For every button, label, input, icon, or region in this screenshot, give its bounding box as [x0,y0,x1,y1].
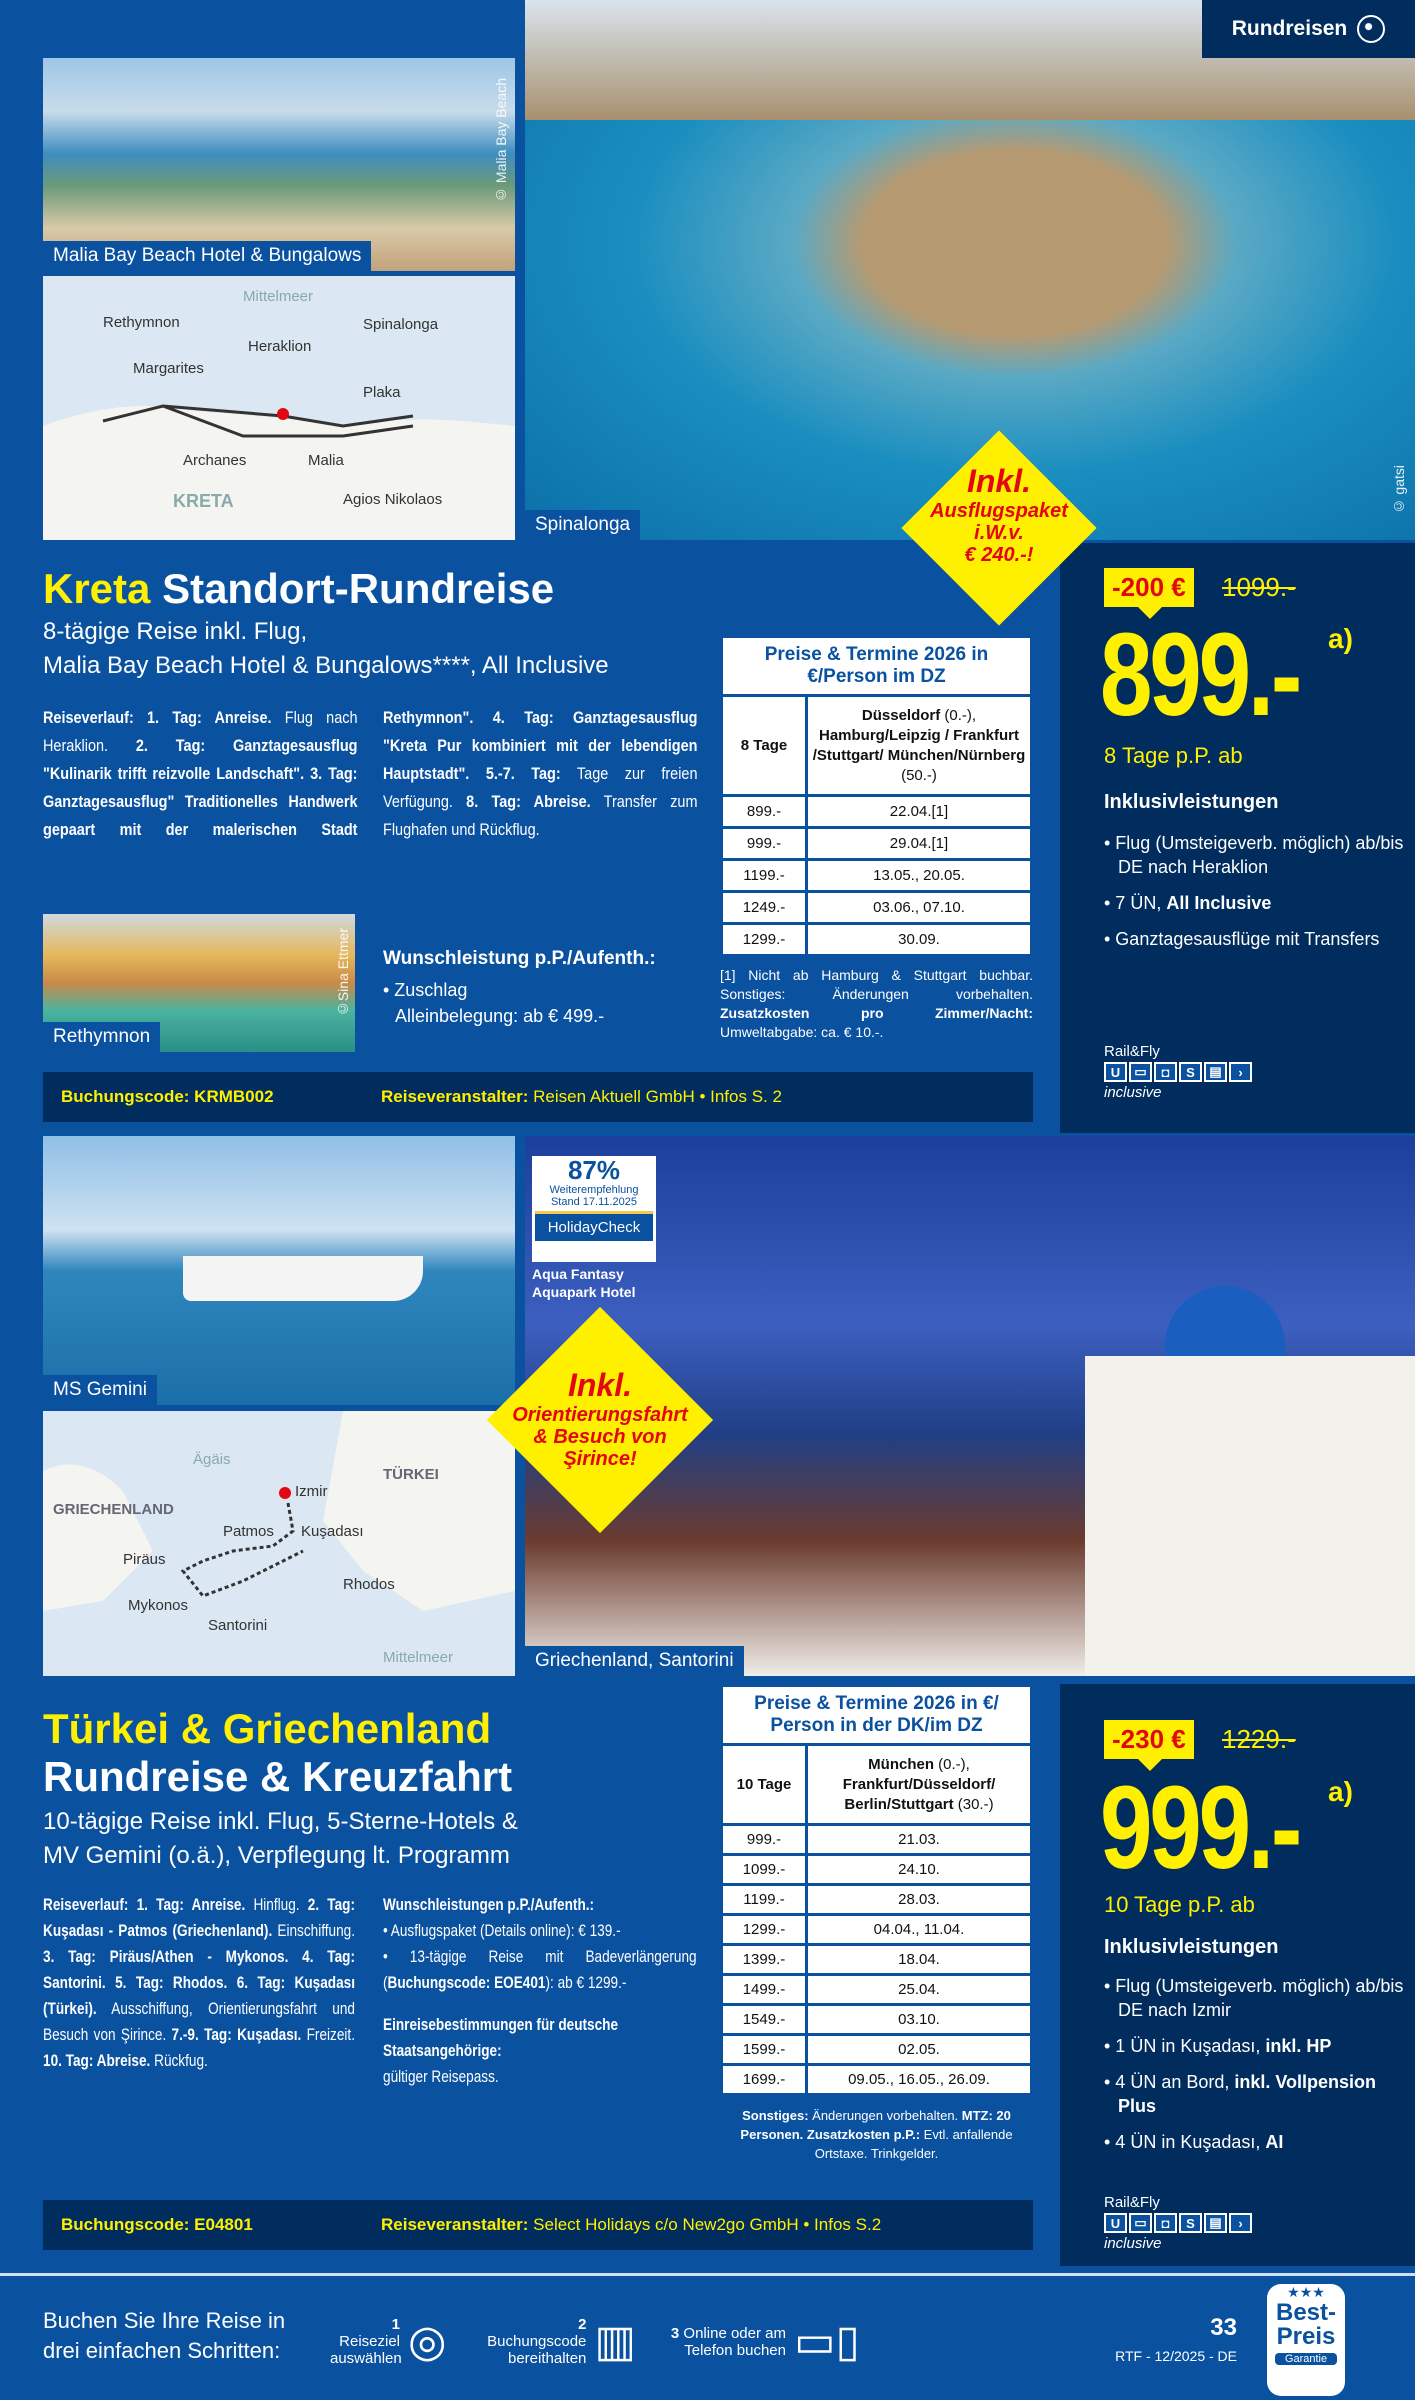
text-segment: • Ausflugspaket (Details online): € 139.- [383,1921,621,1940]
step-number: 2 [578,2316,587,2333]
price-table [720,635,1033,957]
itinerary [43,1892,355,2074]
rail-fly-label: Rail&Fly [1104,1043,1160,1060]
map-label-sea: Ägäis [193,1451,231,1468]
step-number: 1 [391,2316,400,2333]
photo-caption: MS Gemini [43,1375,157,1405]
text-segment: • Flug (Umsteigeverb. möglich) ab/bis DE nach Heraklion [1104,833,1404,877]
text-segment: Düsseldorf [861,706,941,724]
rail-fly [1104,1043,1252,1101]
date-cell: 28.03. [807,1885,1032,1915]
list-item [383,1944,697,1996]
extras-item: Alleinbelegung: ab € 499.- [395,1006,605,1026]
text-segment: • 4 ÜN an Bord, [1104,2072,1235,2092]
date-cell: 22.04.[1] [807,796,1032,828]
price-cell: 999.- [722,828,807,860]
tram-icon: ▤ [1204,1062,1227,1082]
section-tab-rundreisen [1202,0,1415,58]
text-segment: (0.-), [940,706,977,724]
price-cell: 899.- [722,796,807,828]
step-label: Reiseziel auswählen [330,2333,402,2367]
table-row [722,828,1032,860]
text-segment: Einschiffung. [272,1921,355,1940]
list-item [1104,831,1414,879]
table-note [720,966,1033,1042]
map-label-place: Spinalonga [363,316,439,333]
ubahn-icon: U [1104,2213,1127,2233]
map-label-place: Archanes [183,452,247,469]
inclusions-list [1104,1974,1414,2166]
map-label-place: Margarites [133,360,204,377]
promo-line: Inkl. [966,463,1031,499]
extras-item: • Zuschlag [383,980,468,1000]
step-3 [666,2316,860,2367]
rail-fly-icons [1104,2213,1252,2233]
rail-fly-inclusive: inclusive [1104,1084,1162,1101]
text-segment: Umweltabgabe: ca. € 10.-. [720,1024,884,1040]
discount-badge: -200 € [1104,568,1194,607]
text-segment: München [868,1755,934,1773]
table-note [720,2106,1033,2163]
map-label-sea: Mittelmeer [243,288,314,305]
catalog-code: RTF - 12/2025 - DE [1115,2348,1237,2364]
entry-text: gültiger Reisepass. [383,2067,499,2086]
text-segment: Zusatzkosten pro Zimmer/Nacht: [720,1005,1033,1021]
table-col-header [807,1745,1032,1825]
holidaycheck-rating [532,1156,656,1262]
price-panel [1060,543,1415,1133]
list-item [1104,2034,1414,2058]
table-row [722,892,1032,924]
table-row [722,1975,1032,2005]
price-cell: 999.- [722,1825,807,1855]
inclusions-heading: Inklusivleistungen [1104,1936,1279,1958]
map-graphic [43,1411,515,1676]
price-cell: 1199.- [722,1885,807,1915]
rail-fly-icons [1104,1062,1252,1082]
booking-bar [43,1072,1033,1122]
text-segment: Ausschiffung, Orientierungsfahrt und Besuch von Şirince. [43,1999,356,2044]
booking-steps [330,2316,860,2367]
step-label: Online oder am Telefon buchen [683,2324,786,2359]
text-segment: Sonstiges: [742,2108,809,2123]
text-segment: • 13-tägige Reise mit Badeverlängerung ( [383,1947,697,1992]
price-cell: 1199.- [722,860,807,892]
plane-icon: › [1229,2213,1252,2233]
step-label: Buchungscode bereithalten [487,2333,587,2367]
text-segment: Hamburg/Leipzig / Frankfurt /Stuttgart/ München/Nürnberg [812,726,1026,764]
train-icon: ◘ [1154,2213,1177,2233]
rail-fly-inclusive: inclusive [1104,2235,1162,2252]
table-col-header: 8 Tage [722,696,807,796]
date-cell: 09.05., 16.05., 26.09. [807,2065,1032,2095]
text-segment: Transfer zum Flughafen und Rückflug. [383,792,698,839]
text-segment: (0.-), [934,1755,970,1773]
date-cell: 30.09. [807,924,1032,956]
footer-intro: Buchen Sie Ihre Reise in drei einfachen Schritten: [43,2308,286,2363]
date-cell: 18.04. [807,1945,1032,1975]
operator-label: Reiseveranstalter: [381,2215,529,2234]
old-price: 1229.- [1222,1724,1296,1754]
promo-line: € 240.-! [964,544,1034,566]
operator: Select Holidays c/o New2go GmbH • Infos S.2 [533,2215,882,2234]
train-icon: ◘ [1154,1062,1177,1082]
map-label-place: Kuşadası [301,1523,364,1540]
price-cell: 1599.- [722,2035,807,2065]
route-map [43,1411,515,1676]
price-cell: 1299.- [722,1915,807,1945]
map-label-place: Heraklion [248,338,312,355]
footer [0,2273,1415,2400]
price-cell: 1099.- [722,1855,807,1885]
badge-text: Best- [1275,2299,1336,2326]
table-row [722,1915,1032,1945]
bus-icon: ▭ [1129,2213,1152,2233]
list-item [1104,927,1414,951]
rethymnon-photo [43,914,355,1052]
plane-icon: › [1229,1062,1252,1082]
text-segment: Flug nach Heraklion. [43,708,358,755]
operator-label: Reiseveranstalter: [381,1087,529,1106]
text-segment: [1] Nicht ab Hamburg & Stuttgart buchbar. Sonstiges: Änderungen vorbehalten. [720,967,1033,1002]
text-segment: Reiseverlauf: 1. Tag: Anreise. [43,708,272,727]
extras [383,1892,697,2090]
table-row [722,1945,1032,1975]
promo-line: & Besuch von [533,1426,667,1448]
table-row [722,860,1032,892]
text-segment: MTZ: 20 Personen. Zusatzkosten p.P.: [740,2108,1011,2142]
price: 899.- [1100,609,1300,741]
table-row [722,924,1032,956]
photo-caption: Rethymnon [43,1022,160,1052]
promo-line: Şirince! [563,1448,637,1470]
date-cell: 21.03. [807,1825,1032,1855]
promo-line: Ausflugspaket [930,500,1068,522]
holidaycheck-logo: HolidayCheck [535,1211,653,1241]
duration: 8 Tage p.P. ab [1104,743,1243,768]
photo-caption: Griechenland, Santorini [525,1646,744,1676]
map-label-place: Santorini [208,1617,268,1634]
price-cell: 1299.- [722,924,807,956]
table-row [722,1855,1032,1885]
text-segment: ): ab € 1299.- [545,1973,627,1992]
list-item [1104,1974,1414,2022]
photo-credit: © gatsi [1391,465,1407,515]
inclusions-list [1104,831,1414,963]
title-highlight: Kreta [43,565,151,612]
text-segment: All Inclusive [1166,893,1272,913]
text-segment: • 4 ÜN in Kuşadası, [1104,2132,1266,2152]
date-cell: 03.06., 07.10. [807,892,1032,924]
text-segment: 3. Tag: Piräus/Athen - Mykonos. 4. Tag: Santorini. 5. Tag: Rhodos. 6. Tag: Kuşadası (Türkei). [43,1947,355,2018]
table-col-header [807,696,1032,796]
photo-credit: © Malia Bay Beach [493,78,509,203]
hotel-name: Aquapark Hotel [532,1284,636,1300]
photo-caption: Malia Bay Beach Hotel & Bungalows [43,241,371,271]
price-footnote: a) [1328,623,1353,654]
computer-phone-icon: ▭▯ [793,2317,860,2366]
itinerary [43,704,698,844]
date-cell: 04.04., 11.04. [807,1915,1032,1945]
rating-percent: 87% [567,1155,621,1185]
date-cell: 03.10. [807,2005,1032,2035]
title-rest: Standort-Rundreise [162,565,555,612]
table-row [722,2005,1032,2035]
discount-badge: -230 € [1104,1720,1194,1759]
table-row [722,2065,1032,2095]
table-row [722,1825,1032,1855]
text-segment: Tage zur freien Verfügung. [383,764,698,811]
text-segment: Buchungscode: EOE401 [387,1973,546,1992]
map-label-place: Rethymnon [103,314,180,331]
price-cell: 1399.- [722,1945,807,1975]
best-price-badge: ★★★ Best- Preis Garantie [1267,2284,1345,2396]
text-segment: Hinflug. [245,1895,308,1914]
hotel-name: Aqua Fantasy [532,1266,624,1282]
promo-line: i.W.v. [974,522,1024,544]
catalog-icon: ▥ [594,2317,636,2366]
date-cell: 24.10. [807,1855,1032,1885]
text-segment: 10. Tag: Abreise. [43,2051,151,2070]
text-segment: inkl. HP [1265,2036,1332,2056]
extras-heading: Wunschleistung p.P./Aufenth.: [383,948,656,969]
tram-icon: ▤ [1204,2213,1227,2233]
page-number: 33 [1210,2314,1237,2341]
map-label-place: Izmir [295,1483,328,1500]
rating-date: Stand 17.11.2025 [550,1196,638,1208]
price-panel [1060,1684,1415,2266]
text-segment: 2. Tag: Kuşadası - Patmos (Griechenland). [43,1895,356,1940]
table-row [722,796,1032,828]
text-segment: • 1 ÜN in Kuşadası, [1104,2036,1266,2056]
ship-photo [43,1136,515,1405]
rail-fly-label: Rail&Fly [1104,2194,1160,2211]
promo-line: Orientierungsfahrt [512,1404,688,1426]
map-label-place: Malia [308,452,344,469]
badge-text: Garantie [1275,2353,1337,2365]
sbahn-icon: S [1179,2213,1202,2233]
list-item [1104,2130,1414,2154]
text-segment: (50.-) [901,766,937,784]
step-1 [330,2316,446,2367]
step-number: 3 [670,2324,680,2342]
booking-code: Buchungscode: KRMB002 [61,1087,274,1106]
duration: 10 Tage p.P. ab [1104,1892,1255,1917]
text-segment: 8. Tag: Abreise. [466,792,591,811]
map-label-country: GRIECHENLAND [53,1501,174,1518]
table-col-header: 10 Tage [722,1745,807,1825]
subtitle: 10-tägige Reise inkl. Flug, 5-Sterne-Hotels & [43,1808,518,1835]
text-segment: AI [1265,2132,1284,2152]
booking-code: Buchungscode: E04801 [61,2215,253,2234]
text-segment: Rückfug. [150,2051,208,2070]
date-cell: 02.05. [807,2035,1032,2065]
map-label-island: KRETA [173,491,234,511]
date-cell: 25.04. [807,1975,1032,2005]
text-segment: 7.-9. Tag: Kuşadası. [171,2025,302,2044]
text-segment: • Flug (Umsteigeverb. möglich) ab/bis DE nach Izmir [1104,1976,1404,2020]
bus-icon: ▭ [1129,1062,1152,1082]
operator: Reisen Aktuell GmbH • Infos S. 2 [533,1087,782,1106]
list-item [383,1918,697,1944]
text-segment: (30.-) [953,1795,994,1813]
price: 999.- [1100,1762,1300,1894]
page-title: Rundreise & Kreuzfahrt [43,1753,513,1800]
subtitle: 8-tägige Reise inkl. Flug, [43,618,308,645]
text-segment: Änderungen vorbehalten. [808,2108,962,2123]
text-segment: • 7 ÜN, [1104,893,1167,913]
section-tab-label: Rundreisen [1231,17,1348,40]
map-label-place: Agios Nikolaos [343,491,443,508]
extras-list [383,1918,697,1996]
map-label-country: TÜRKEI [383,1466,439,1483]
promo-line: Inkl. [567,1367,632,1403]
table-row [722,2035,1032,2065]
text-segment: • Ganztagesausflüge mit Transfers [1104,929,1380,949]
hotel-photo [43,58,515,271]
extras-heading: Wunschleistungen p.P./Aufenth.: [383,1895,595,1914]
price-table [720,1684,1033,2096]
table-row [722,1885,1032,1915]
entry-heading: Einreisebestimmungen für deutsche Staatsangehörige: [383,2015,619,2060]
map-label-place: Patmos [223,1523,274,1540]
page-title [43,566,554,612]
step-2 [476,2316,636,2367]
rating-label: Weiterempfehlung [549,1184,639,1196]
photo-credit: ©Sina Ettmer [335,928,351,1018]
rail-fly [1104,2194,1252,2252]
page-title: Türkei & Griechenland [43,1705,492,1752]
globe-icon [1357,15,1385,43]
subtitle: Malia Bay Beach Hotel & Bungalows****, All Inclusive [43,652,609,679]
badge-text: Preis [1276,2323,1336,2350]
price-cell: 1699.- [722,2065,807,2095]
price-cell: 1549.- [722,2005,807,2035]
text-segment: inkl. Vollpension Plus [1118,2072,1377,2116]
table-heading: Preise & Termine 2026 in €/Person im DZ [722,637,1032,696]
table-heading: Preise & Termine 2026 in €/ Person in der DK/im DZ [722,1686,1032,1745]
booking-bar [43,2200,1033,2250]
inclusions-heading: Inklusivleistungen [1104,791,1279,813]
price-footnote: a) [1328,1776,1353,1807]
map-label-place: Mykonos [128,1597,189,1614]
map-label-place: Plaka [363,384,401,401]
sbahn-icon: S [1179,1062,1202,1082]
ubahn-icon: U [1104,1062,1127,1082]
old-price: 1099.- [1222,572,1296,602]
photo-caption: Spinalonga [525,510,640,540]
price-cell: 1249.- [722,892,807,924]
price-cell: 1499.- [722,1975,807,2005]
subtitle: MV Gemini (o.ä.), Verpflegung lt. Programm [43,1842,510,1869]
map-label-place: Piräus [123,1551,166,1568]
kreta-map [43,276,515,540]
text-segment: Freizeit. [301,2025,355,2044]
text-segment: 2. Tag: Ganztagesausflug "Kulinarik trifft reizvolle Landschaft". 3. Tag: Ganztagesausflug" Traditionelles Handwerk gepaart mit der malerischen Stadt Rethymnon". 4. Tag: Ganztagesausflug "Kreta Pur kombiniert mit der lebendigen Hauptstadt". 5.-7. Tag: [43,708,698,839]
map-label-sea: Mittelmeer [383,1649,454,1666]
globe-icon: ◎ [408,2317,447,2366]
map-label-place: Rhodos [343,1576,395,1593]
date-cell: 29.04.[1] [807,828,1032,860]
text-segment: Reiseverlauf: 1. Tag: Anreise. [43,1895,246,1914]
text-segment: Frankfurt/Düsseldorf/ Berlin/Stuttgart [842,1775,996,1813]
list-item [1104,2070,1414,2118]
date-cell: 13.05., 20.05. [807,860,1032,892]
list-item [1104,891,1414,915]
text-segment: Evtl. anfallende Ortstaxe. Trinkgelder. [814,2127,1013,2161]
